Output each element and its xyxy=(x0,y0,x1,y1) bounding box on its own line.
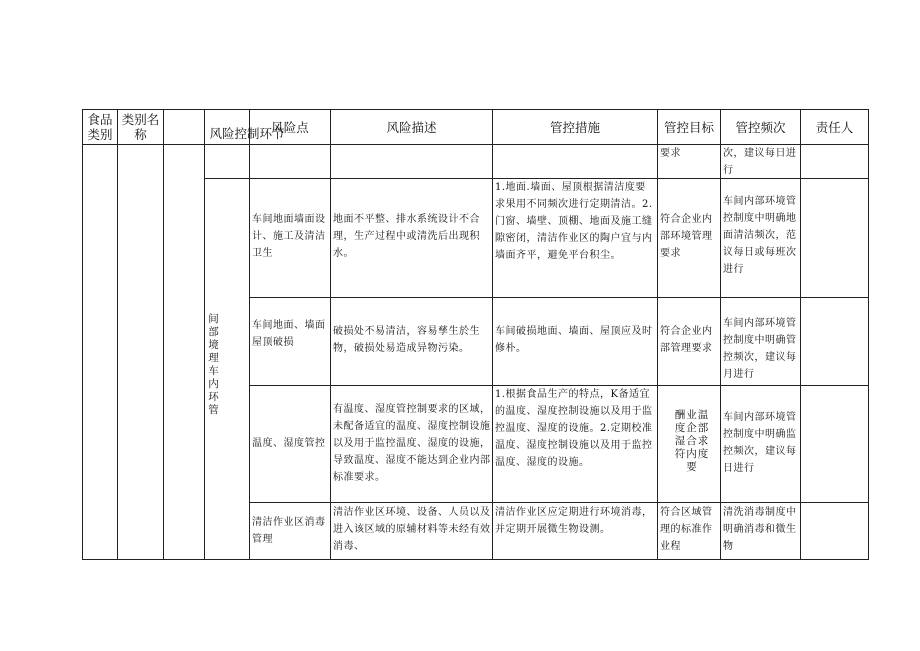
header-responsible: 责任人 xyxy=(815,120,854,135)
row-4-risk-description: 清洁作业区环境、设备、人员以及进入该区域的原辅材料等未经有效消毒、 xyxy=(333,507,491,552)
row-2-risk-description: 破损处不易清洁，容易孳生於生物，破损处易造成异物污染。 xyxy=(333,326,480,354)
grid-line xyxy=(800,109,801,560)
header-type-name: 类别名称 xyxy=(121,112,160,142)
row-0-control-target: 要求 xyxy=(660,148,681,159)
row-4-control-frequency: 清洗消毒制度中明确消毒和微生物 xyxy=(723,507,797,552)
row-3-control-measures: 1.根据食品生产的特点，K备适宜的温度、湿度控制设施以及用于监控温度、湿度的设施。2.定期校准温度、湿度控制设施以及用于监控温度、湿度的设施。 xyxy=(495,389,653,468)
header-control-frequency: 管控频次 xyxy=(735,120,786,135)
row-3-control-frequency: 车间内部环境管控制度中明确监控频次，建议每日进行 xyxy=(723,412,797,474)
grid-line xyxy=(204,144,205,560)
row-1-risk-description: 地面不平整、排水系统设计不合理，生产过程中或清洗后出现积水。 xyxy=(333,214,480,259)
section-label: 间部境理车内环管 xyxy=(208,313,219,416)
grid-line xyxy=(249,502,869,503)
row-3-control-target: 酬业温度企部湿合求符内度要 xyxy=(674,409,710,473)
grid-line xyxy=(868,109,869,560)
grid-line xyxy=(82,109,869,110)
risk-control-table xyxy=(82,109,869,560)
row-2-control-measures: 车间破损地面、墙面、屋顶应及时修朴。 xyxy=(495,326,653,354)
grid-line xyxy=(492,109,493,560)
row-4-control-target: 符合区域管理的标准作业程 xyxy=(660,507,713,552)
grid-line xyxy=(657,109,658,560)
header-control-target: 管控目标 xyxy=(663,120,714,135)
header-food-category: 食品类别 xyxy=(87,112,113,142)
header-risk-point: 风险点 xyxy=(271,120,309,135)
row-2-control-target: 符合企业内部管理要求 xyxy=(660,326,713,354)
row-1-risk-point: 车间地面墙面设计、施工及清洁卫生 xyxy=(252,214,326,259)
row-2-control-frequency: 车间内部环境管控制度中明确管控频次，建议每月进行 xyxy=(723,318,797,380)
grid-line xyxy=(117,109,118,560)
row-3-risk-description: 有温度、湿度管控制要求的区域，未配备适宜的温度、湿度控制设施以及用于监控温度、湿度的设施，导致温度、湿度不能达到企业内部标准要求。 xyxy=(333,404,491,483)
row-1-control-measures: 1.地面.墙面、屋顶根据清洁度要求果用不同频次进行定期清洁。2.门窗、墙壁、顶棚、地面及施工缝隙密闭，清洁作业区的陶户宜与内墙面齐平，避免平台积尘。 xyxy=(495,182,653,261)
grid-line xyxy=(82,559,869,560)
row-0-control-frequency: 次，建议每日进行 xyxy=(723,148,797,176)
header-control-measures: 管控措施 xyxy=(549,120,600,135)
grid-line xyxy=(720,109,721,560)
row-1-control-frequency: 车间内部环境管控制度中明确地面清洁频次，范议每日或每班次进行 xyxy=(723,196,797,275)
header-risk-description: 风险描述 xyxy=(386,120,437,135)
row-4-risk-point: 清洁作业区消毒管理 xyxy=(252,517,326,545)
row-1-control-target: 符合企业内部环境管理要求 xyxy=(660,214,713,259)
row-4-control-measures: 清洁作业区应定期进行环境消毒，并定期开展微生物设测。 xyxy=(495,507,653,535)
grid-line xyxy=(330,109,331,560)
header-risk-control-link: 风险控制环节 xyxy=(209,126,285,141)
row-2-risk-point: 车间地面、墙面屋顶破损 xyxy=(252,320,326,348)
grid-line xyxy=(163,109,164,560)
grid-line xyxy=(82,109,83,560)
grid-line xyxy=(249,144,250,560)
row-3-risk-point: 温度、湿度管控 xyxy=(252,438,326,449)
grid-line xyxy=(249,297,869,298)
